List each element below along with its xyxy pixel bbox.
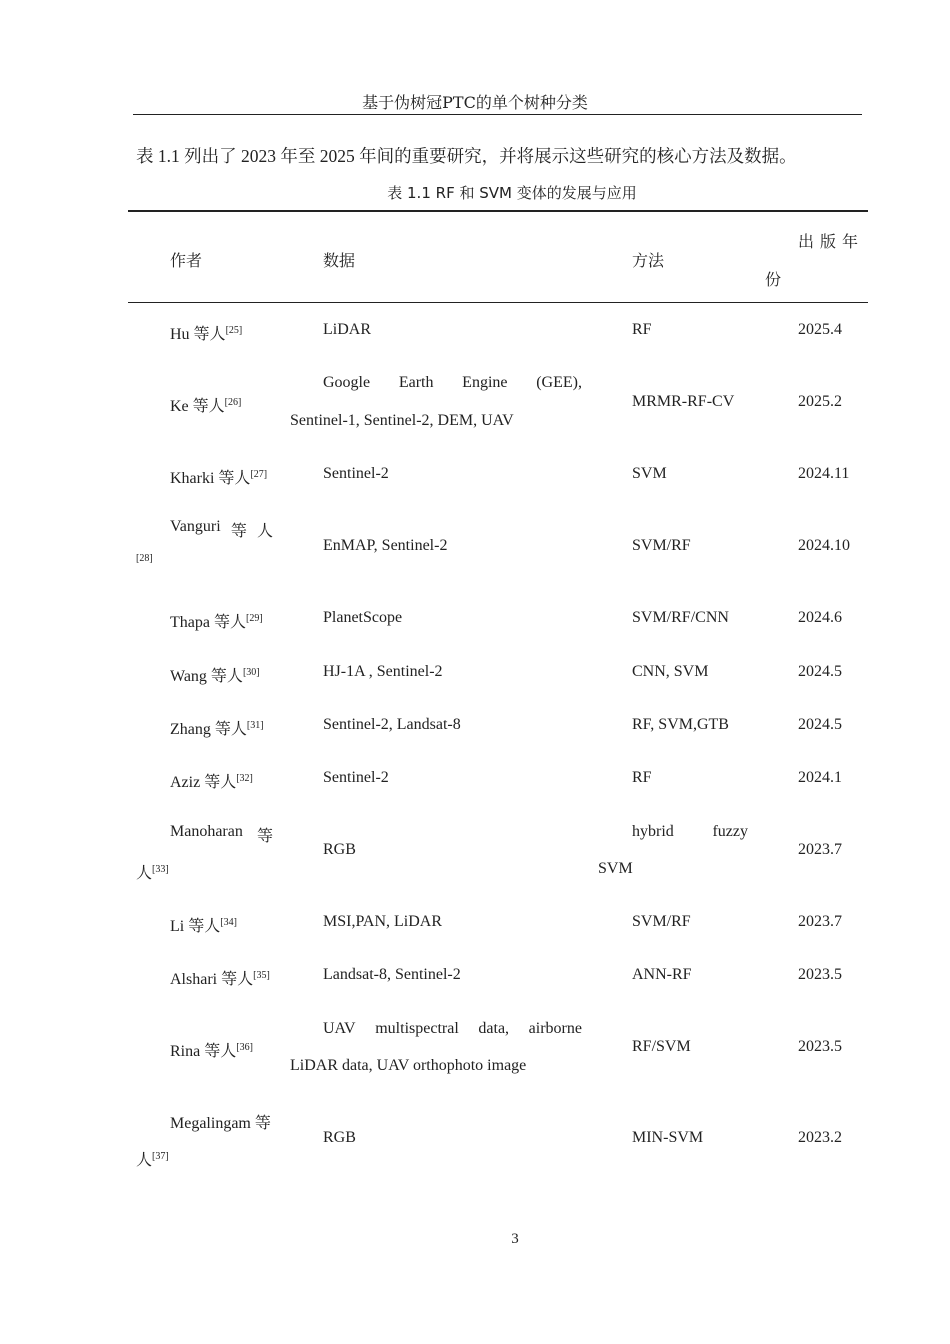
table-row-method: SVM/RF/CNN [632,609,729,626]
table-row-author-line1: Vanguri 等 人 [170,518,273,540]
table-row-method: RF, SVM,GTB [632,716,729,733]
table-row-method: SVM/RF [632,913,691,930]
table-row-data: Sentinel-2 [323,769,389,786]
table-row-year: 2025.4 [798,321,842,338]
table-caption: 表 1.1 RF 和 SVM 变体的发展与应用 [387,184,637,202]
table-row-year: 2023.5 [798,966,842,983]
table-row-method: RF/SVM [632,1038,691,1055]
table-row-method: SVM [632,465,667,482]
table-row-year: 2024.5 [798,716,842,733]
table-row-author-ref: [28] [136,553,153,564]
table-row-author-line1: Manoharan 等 [170,823,273,845]
table-row-author-line1: Megalingam 等 [170,1115,271,1132]
table-row-data-line1: Google Earth Engine (GEE), [323,374,582,391]
table-row-author-line2: 人[37] [136,1151,169,1169]
table-row-data: Landsat-8, Sentinel-2 [323,966,461,983]
header-method: 方法 [632,253,665,270]
table-row-data: Sentinel-2, Landsat-8 [323,716,461,733]
table-header-rule [128,302,868,303]
table-row-year: 2024.10 [798,537,850,554]
header-year-line2: 份 [765,272,782,289]
table-row-author: Alshari 等人[35] [170,970,270,988]
table-row-data: LiDAR [323,321,371,338]
table-top-rule [128,210,868,212]
header-divider [133,114,862,115]
table-row-year: 2023.2 [798,1129,842,1146]
table-row-method: ANN-RF [632,966,692,983]
table-row-data: PlanetScope [323,609,403,626]
page-number: 3 [511,1231,519,1247]
table-row-author: Zhang 等人[31] [170,720,264,738]
table-row-author: Wang 等人[30] [170,667,260,685]
table-row-author: Ke 等人[26] [170,397,242,415]
table-row-data-line2: Sentinel-1, Sentinel-2, DEM, UAV [290,412,514,429]
table-row-data: HJ-1A , Sentinel-2 [323,663,443,680]
table-row-data-line2: LiDAR data, UAV orthophoto image [290,1057,527,1074]
table-row-method-line1: hybrid fuzzy [632,823,748,840]
table-row-year: 2023.7 [798,841,842,858]
table-row-method: RF [632,769,652,786]
table-row-year: 2025.2 [798,393,842,410]
table-row-data-line1: UAV multispectral data, airborne [323,1020,582,1037]
table-row-method: RF [632,321,652,338]
table-row-year: 2024.6 [798,609,842,626]
table-row-author: Rina 等人[36] [170,1042,253,1060]
table-row-year: 2024.5 [798,663,842,680]
table-row-method: CNN, SVM [632,663,709,680]
table-row-data: EnMAP, Sentinel-2 [323,537,448,554]
table-row-data: RGB [323,1129,356,1146]
header-year-line1: 出 版 年 [798,234,860,251]
table-row-author: Hu 等人[25] [170,325,243,343]
table-row-year: 2024.1 [798,769,842,786]
table-row-author: Kharki 等人[27] [170,469,268,487]
table-row-data: Sentinel-2 [323,465,389,482]
table-row-author: Thapa 等人[29] [170,613,263,631]
table-row-method: SVM/RF [632,537,691,554]
table-row-author: Aziz 等人[32] [170,773,253,791]
table-row-year: 2023.7 [798,913,842,930]
table-row-year: 2023.5 [798,1038,842,1055]
table-row-method: MIN-SVM [632,1129,704,1146]
intro-paragraph: 表 1.1 列出了 2023 年至 2025 年间的重要研究，并将展示这些研究的核心方法及数据。 [136,146,797,166]
table-row-year: 2024.11 [798,465,850,482]
header-data: 数据 [323,253,356,270]
table-row-method: MRMR-RF-CV [632,393,735,410]
table-row-method-line2: SVM [598,860,633,877]
table-row-data: RGB [323,841,356,858]
header-author: 作者 [170,253,203,270]
table-row-author: Li 等人[34] [170,917,237,935]
table-row-data: MSI,PAN, LiDAR [323,913,442,930]
table-row-author-line2: 人[33] [136,864,169,882]
running-header: 基于伪树冠PTC的单个树种分类 [362,93,588,112]
